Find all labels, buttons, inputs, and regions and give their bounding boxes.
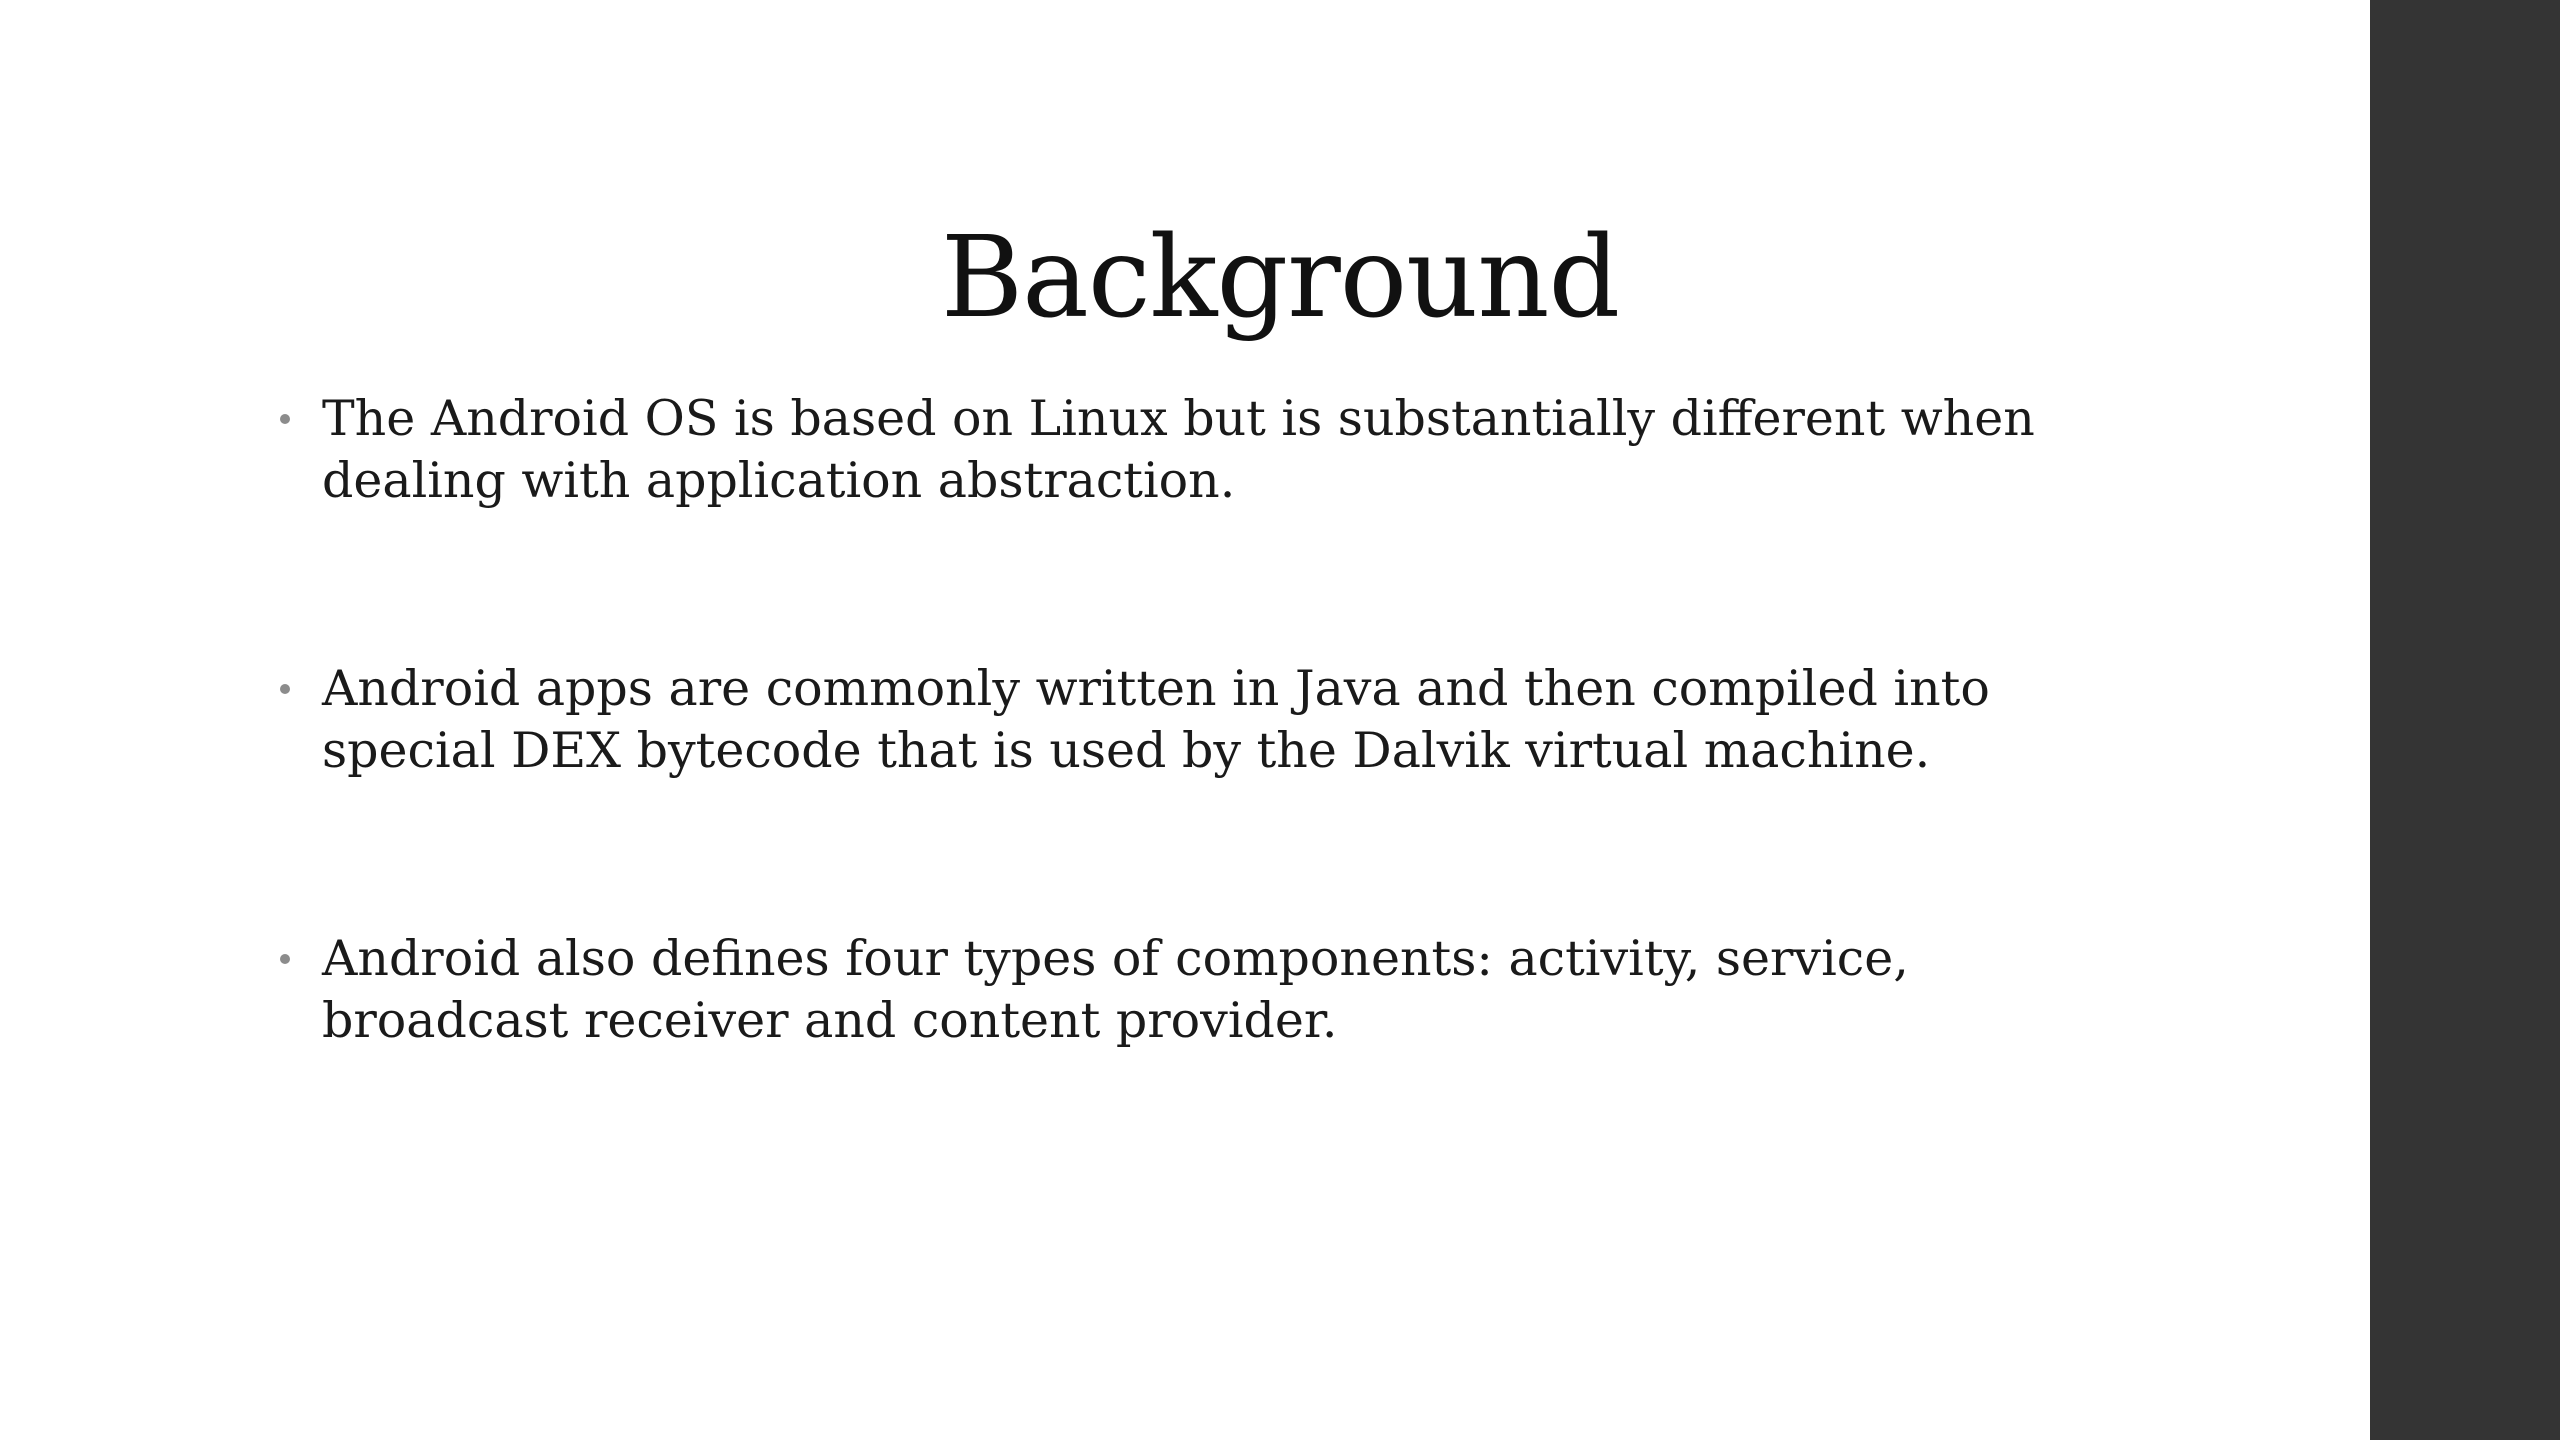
bullet-item <box>280 388 2040 512</box>
bullet-text: Android also defines four types of components: activity, service, broadcast receiver and content provider. <box>322 930 1909 1049</box>
bullet-text: The Android OS is based on Linux but is substantially different when dealing with application abstraction. <box>322 390 2035 509</box>
bullet-dot-icon <box>280 954 290 964</box>
bullet-dot-icon <box>280 684 290 694</box>
bullet-item <box>280 658 2040 782</box>
side-bar <box>2370 0 2560 1440</box>
bullet-dot-icon <box>280 414 290 424</box>
slide-title: Background <box>940 213 1620 343</box>
bullet-list <box>280 388 2040 1198</box>
bullet-text: Android apps are commonly written in Java and then compiled into special DEX bytecode that is used by the Dalvik virtual machine. <box>322 660 1990 779</box>
bullet-item <box>280 928 2040 1052</box>
